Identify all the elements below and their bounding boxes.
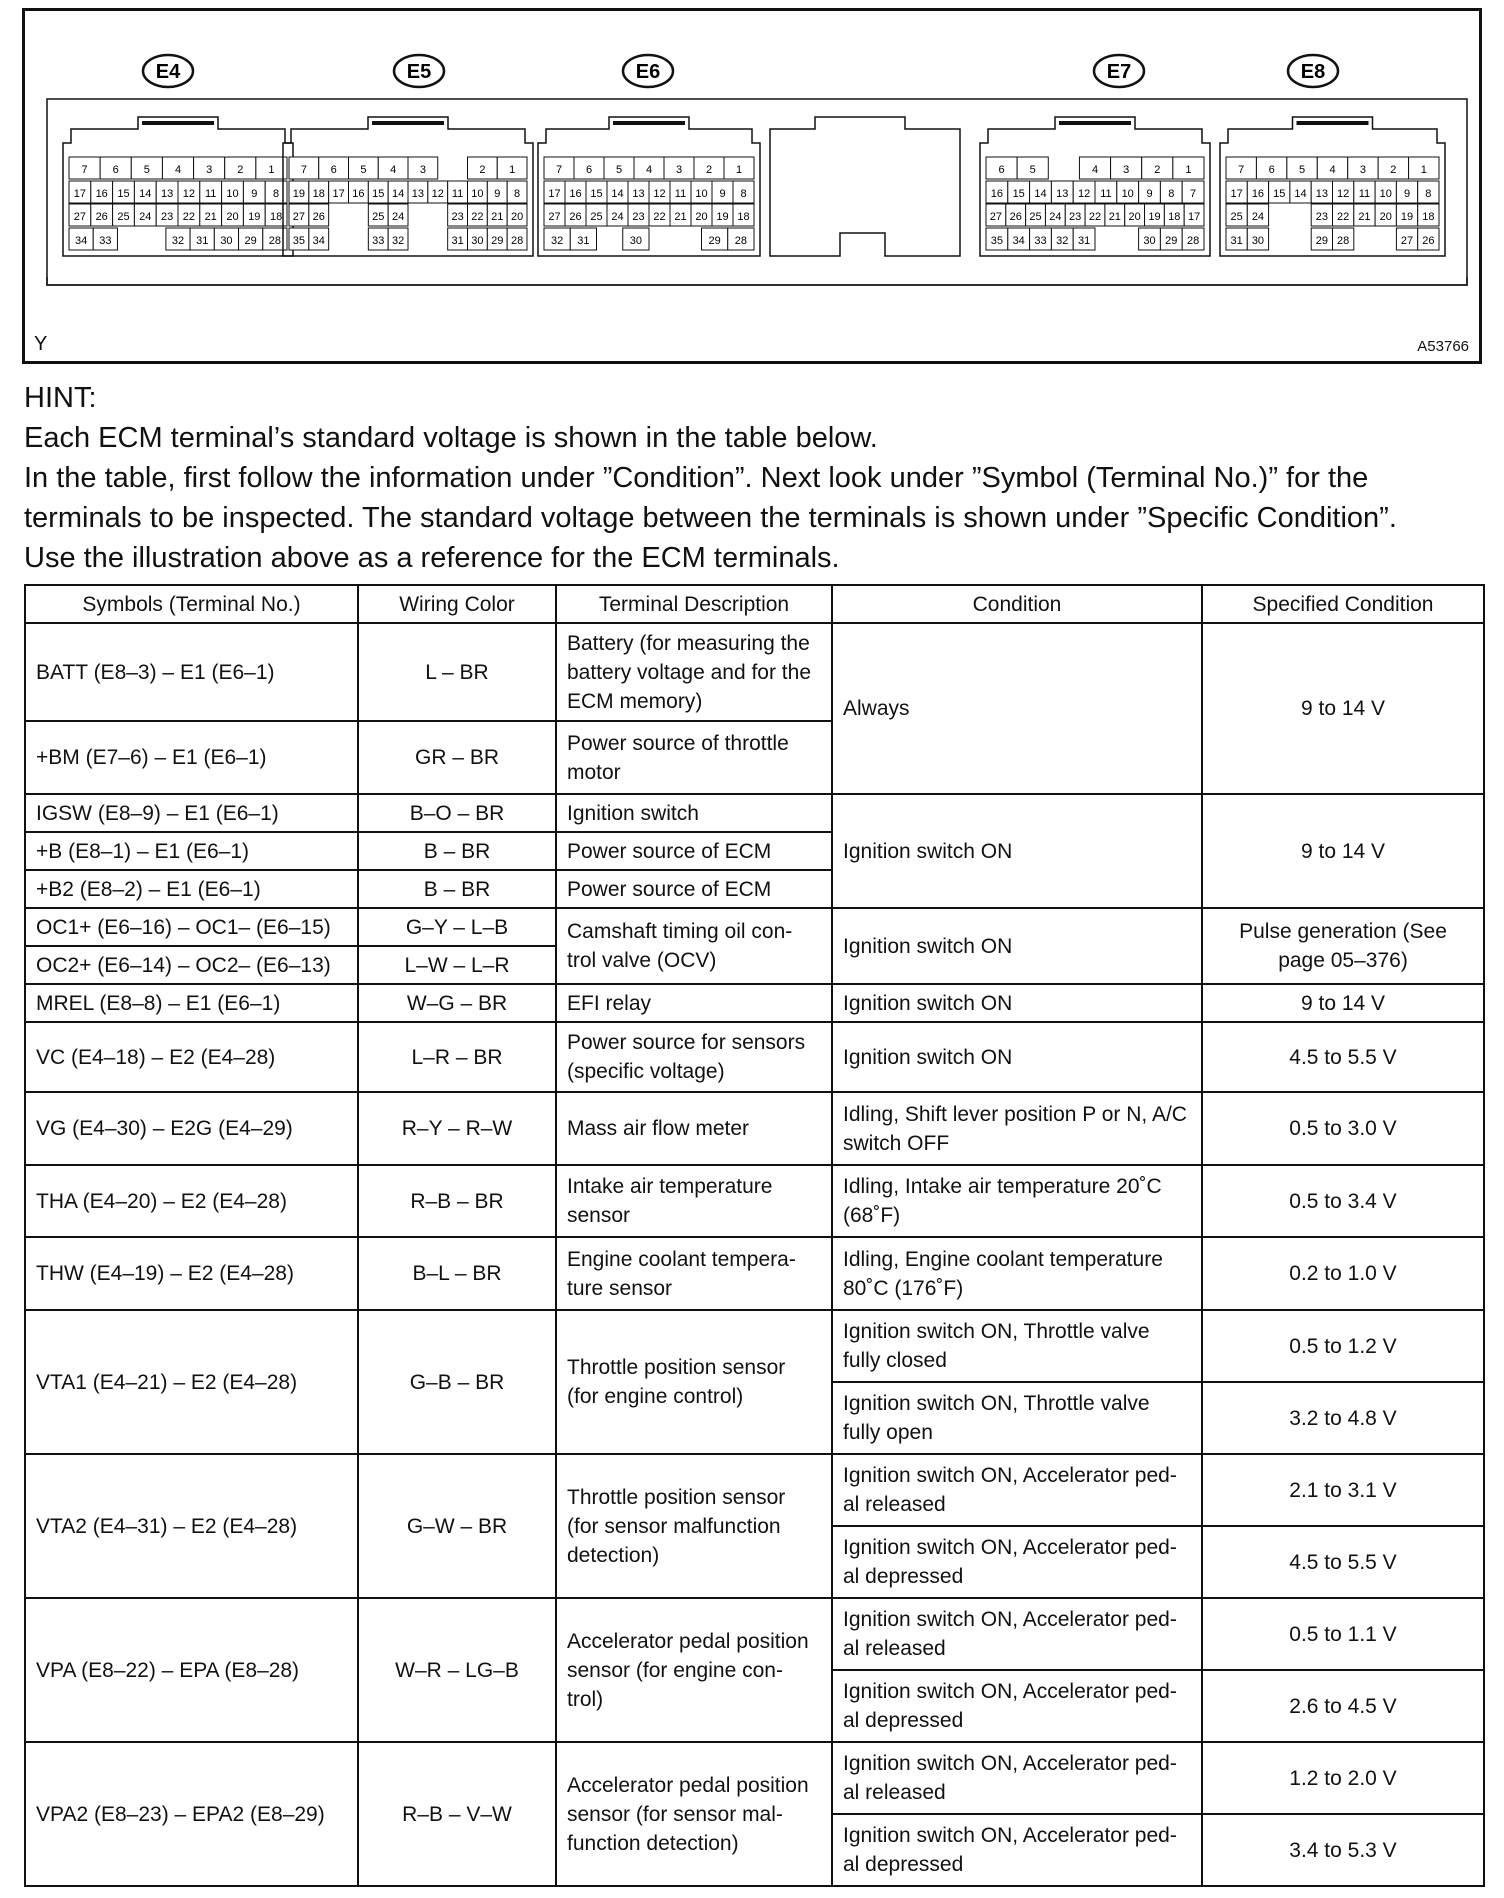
terminal-number: 33 <box>1034 235 1047 247</box>
terminal-number: 32 <box>391 235 405 247</box>
terminal-number: 14 <box>1034 188 1047 200</box>
cell-wiring: B – BR <box>358 870 556 908</box>
terminal-number: 22 <box>182 211 196 223</box>
cell-spec: 2.1 to 3.1 V <box>1202 1454 1484 1526</box>
connector-drawing <box>25 11 1479 361</box>
terminal-number: 12 <box>1077 188 1091 200</box>
cell-description: Camshaft timing oil con- trol valve (OCV) <box>556 908 832 984</box>
terminal-number: 29 <box>244 235 257 247</box>
header-terminal-description: Terminal Description <box>556 585 832 623</box>
table-row <box>25 623 1484 721</box>
hint-line: Each ECM terminal’s standard voltage is shown in the table below. <box>24 422 878 454</box>
terminal-number: 18 <box>1168 211 1181 223</box>
terminal-number: 27 <box>548 211 561 223</box>
cell-spec: 0.2 to 1.0 V <box>1202 1237 1484 1310</box>
terminal-number: 6 <box>1268 164 1275 176</box>
cell-description: Engine coolant tempera- ture sensor <box>556 1237 832 1310</box>
cell-spec: 0.5 to 1.2 V <box>1202 1310 1484 1382</box>
cell-spec: 1.2 to 2.0 V <box>1202 1742 1484 1814</box>
terminal-number: 24 <box>611 211 624 223</box>
terminal-number: 30 <box>1251 235 1265 247</box>
terminal-number: 30 <box>220 235 233 247</box>
terminal-number: 22 <box>1088 211 1102 223</box>
cell-wiring: L – BR <box>358 623 556 721</box>
terminal-number: 33 <box>99 235 112 247</box>
cell-wiring: L–W – L–R <box>358 946 556 984</box>
terminal-number: 21 <box>1358 211 1371 223</box>
cell-description: Power source of throttle motor <box>556 721 832 794</box>
terminal-number: 19 <box>1400 211 1414 223</box>
cell-spec: 9 to 14 V <box>1202 794 1484 908</box>
table-row <box>25 908 1484 946</box>
terminal-number: 1 <box>735 164 743 176</box>
terminal-number: 1 <box>509 164 516 176</box>
terminal-number: 30 <box>629 235 642 247</box>
cell-condition: Idling, Intake air temperature 20˚C (68˚F) <box>832 1165 1202 1237</box>
connector-latch <box>142 121 214 125</box>
terminal-number: 14 <box>391 188 405 200</box>
cell-wiring: G–W – BR <box>358 1454 556 1598</box>
terminal-number: 22 <box>653 211 666 223</box>
terminal-number: 32 <box>171 235 185 247</box>
cell-wiring: W–R – LG–B <box>358 1598 556 1742</box>
terminal-number: 15 <box>117 188 130 200</box>
terminal-number: 10 <box>1379 188 1392 200</box>
terminal-number: 32 <box>1056 235 1069 247</box>
terminal-number: 8 <box>514 188 521 200</box>
terminal-number: 17 <box>73 188 87 200</box>
housing-base-line <box>47 277 1467 285</box>
terminal-number: 18 <box>269 211 283 223</box>
cell-spec: 4.5 to 5.5 V <box>1202 1022 1484 1092</box>
terminal-number: 3 <box>1123 164 1130 176</box>
terminal-number: 9 <box>719 188 726 200</box>
cell-condition: Always <box>832 623 1202 794</box>
hint-section <box>24 378 1484 578</box>
table-row <box>25 1598 1484 1670</box>
cell-symbol: VTA1 (E4–21) – E2 (E4–28) <box>25 1310 358 1454</box>
cell-description: EFI relay <box>556 984 832 1022</box>
terminal-number: 16 <box>569 188 582 200</box>
cell-symbol: MREL (E8–8) – E1 (E6–1) <box>25 984 358 1022</box>
cell-symbol: VPA2 (E8–23) – EPA2 (E8–29) <box>25 1742 358 1886</box>
terminal-number: 6 <box>585 164 593 176</box>
terminal-number: 28 <box>1186 235 1200 247</box>
terminal-number: 27 <box>989 211 1003 223</box>
terminal-number: 8 <box>1425 188 1432 200</box>
cell-spec: 9 to 14 V <box>1202 984 1484 1022</box>
cell-wiring: B–L – BR <box>358 1237 556 1310</box>
terminal-number: 2 <box>237 164 244 176</box>
terminal-number: 35 <box>990 235 1004 247</box>
terminal-number: 20 <box>1379 211 1392 223</box>
cell-description: Power source of ECM <box>556 832 832 870</box>
cell-description: Accelerator pedal position sensor (for sensor mal- function detection) <box>556 1742 832 1886</box>
terminal-number: 2 <box>1154 164 1161 176</box>
cell-wiring: G–B – BR <box>358 1310 556 1454</box>
terminal-number: 7 <box>1238 164 1245 176</box>
terminal-number: 4 <box>645 164 653 176</box>
terminal-number: 21 <box>491 211 504 223</box>
hint-line: In the table, first follow the information under ”Condition”. Next look under ”Symbol (Terminal No.)” for the terminals to be inspected. The standard voltage between the terminals is shown under ”Specific Condition”. <box>24 462 1397 534</box>
terminal-number: 34 <box>74 235 88 247</box>
terminal-number: 28 <box>734 235 747 247</box>
cell-condition: Idling, Shift lever position P or N, A/C switch OFF <box>832 1092 1202 1165</box>
terminal-number: 24 <box>391 211 405 223</box>
terminal-number: 13 <box>1056 188 1069 200</box>
cell-symbol: OC2+ (E6–14) – OC2– (E6–13) <box>25 946 358 984</box>
ecm-connector-diagram <box>22 8 1482 364</box>
table-row <box>25 1165 1484 1237</box>
connector-label: E4 <box>155 61 181 83</box>
terminal-number: 14 <box>139 188 152 200</box>
terminal-number: 23 <box>160 211 174 223</box>
cell-spec: 4.5 to 5.5 V <box>1202 1526 1484 1598</box>
cell-wiring: GR – BR <box>358 721 556 794</box>
terminal-number: 34 <box>1012 235 1025 247</box>
hint-line: Use the illustration above as a reference for the ECM terminals. <box>24 542 840 574</box>
terminal-number: 29 <box>491 235 504 247</box>
cell-wiring: B–O – BR <box>358 794 556 832</box>
cell-spec: 0.5 to 1.1 V <box>1202 1598 1484 1670</box>
terminal-number: 32 <box>551 235 564 247</box>
terminal-number: 9 <box>251 188 258 200</box>
terminal-number: 10 <box>226 188 239 200</box>
terminal-number: 3 <box>675 164 683 176</box>
cell-condition: Ignition switch ON, Accelerator ped- al depressed <box>832 1670 1202 1742</box>
terminal-number: 23 <box>632 211 645 223</box>
cell-spec: 3.4 to 5.3 V <box>1202 1814 1484 1886</box>
cell-condition: Idling, Engine coolant temperature 80˚C (176˚F) <box>832 1237 1202 1310</box>
cell-description: Battery (for measuring the battery voltage and for the ECM memory) <box>556 623 832 721</box>
cell-spec: 0.5 to 3.4 V <box>1202 1165 1484 1237</box>
terminal-number: 8 <box>740 188 747 200</box>
cell-condition: Ignition switch ON <box>832 908 1202 984</box>
terminal-number: 11 <box>1358 188 1371 200</box>
terminal-number: 14 <box>611 188 624 200</box>
terminal-number: 29 <box>1165 235 1178 247</box>
cell-condition: Ignition switch ON <box>832 984 1202 1022</box>
cell-condition: Ignition switch ON, Throttle valve fully open <box>832 1382 1202 1454</box>
terminal-number: 16 <box>990 188 1004 200</box>
terminal-number: 5 <box>143 164 150 176</box>
terminal-number: 26 <box>1422 235 1435 247</box>
figure-corner-label: Y <box>34 333 48 355</box>
cell-description: Power source of ECM <box>556 870 832 908</box>
cell-description: Intake air temperature sensor <box>556 1165 832 1237</box>
table-row <box>25 1742 1484 1814</box>
cell-symbol: VC (E4–18) – E2 (E4–28) <box>25 1022 358 1092</box>
cell-wiring: R–B – V–W <box>358 1742 556 1886</box>
connector-label: E8 <box>1300 61 1326 83</box>
terminal-number: 18 <box>1422 211 1435 223</box>
terminal-number: 13 <box>411 188 425 200</box>
terminal-number: 19 <box>716 211 729 223</box>
table-row <box>25 984 1484 1022</box>
terminal-number: 11 <box>451 188 464 200</box>
terminal-number: 28 <box>1337 235 1350 247</box>
cell-symbol: +BM (E7–6) – E1 (E6–1) <box>25 721 358 794</box>
terminal-number: 11 <box>204 188 217 200</box>
cell-description: Mass air flow meter <box>556 1092 832 1165</box>
cell-spec: 9 to 14 V <box>1202 623 1484 794</box>
cell-symbol: VG (E4–30) – E2G (E4–29) <box>25 1092 358 1165</box>
cell-symbol: VTA2 (E4–31) – E2 (E4–28) <box>25 1454 358 1598</box>
terminal-number: 23 <box>451 211 464 223</box>
cell-wiring: R–Y – R–W <box>358 1092 556 1165</box>
header-symbols: Symbols (Terminal No.) <box>25 585 358 623</box>
cell-description: Power source for sensors (specific voltage) <box>556 1022 832 1092</box>
terminal-number: 21 <box>674 211 687 223</box>
blank-connector-block <box>770 117 960 256</box>
terminal-number: 10 <box>695 188 708 200</box>
terminal-number: 15 <box>372 188 385 200</box>
terminal-number: 18 <box>312 188 325 200</box>
cell-condition: Ignition switch ON, Accelerator ped- al released <box>832 1454 1202 1526</box>
cell-symbol: +B2 (E8–2) – E1 (E6–1) <box>25 870 358 908</box>
terminal-number: 26 <box>312 211 325 223</box>
table-row <box>25 794 1484 832</box>
cell-condition: Ignition switch ON <box>832 794 1202 908</box>
terminal-number: 11 <box>1100 188 1112 200</box>
connector-latch <box>1297 121 1369 125</box>
terminal-number: 31 <box>196 235 209 247</box>
terminal-number: 23 <box>1315 211 1328 223</box>
header-wiring-color: Wiring Color <box>358 585 556 623</box>
cell-condition: Ignition switch ON, Accelerator ped- al depressed <box>832 1526 1202 1598</box>
table-row <box>25 1454 1484 1526</box>
terminal-number: 6 <box>330 164 337 176</box>
terminal-number: 29 <box>1315 235 1328 247</box>
terminal-voltage-table <box>24 584 1485 1887</box>
terminal-number: 18 <box>737 211 750 223</box>
connector-latch <box>372 121 444 125</box>
cell-description: Accelerator pedal position sensor (for engine con- trol) <box>556 1598 832 1742</box>
terminal-number: 19 <box>1148 211 1161 223</box>
terminal-number: 2 <box>705 164 713 176</box>
terminal-number: 15 <box>590 188 603 200</box>
cell-description: Throttle position sensor (for sensor malfunction detection) <box>556 1454 832 1598</box>
cell-condition: Ignition switch ON, Accelerator ped- al released <box>832 1742 1202 1814</box>
terminal-number: 24 <box>139 211 152 223</box>
terminal-number: 4 <box>390 164 397 176</box>
table-row <box>25 1092 1484 1165</box>
terminal-number: 7 <box>300 164 307 176</box>
cell-symbol: VPA (E8–22) – EPA (E8–28) <box>25 1598 358 1742</box>
terminal-number: 12 <box>431 188 444 200</box>
terminal-number: 31 <box>451 235 464 247</box>
terminal-number: 17 <box>1187 211 1201 223</box>
terminal-number: 28 <box>268 235 282 247</box>
terminal-number: 5 <box>615 164 623 176</box>
connector-latch <box>613 121 685 125</box>
terminal-number: 24 <box>1049 211 1062 223</box>
terminal-number: 27 <box>1400 235 1414 247</box>
cell-wiring: R–B – BR <box>358 1165 556 1237</box>
terminal-number: 7 <box>555 164 563 176</box>
terminal-number: 27 <box>292 211 306 223</box>
cell-symbol: +B (E8–1) – E1 (E6–1) <box>25 832 358 870</box>
terminal-number: 5 <box>360 164 367 176</box>
terminal-number: 20 <box>510 211 524 223</box>
connector-label: E5 <box>406 61 432 83</box>
cell-wiring: B – BR <box>358 832 556 870</box>
terminal-number: 25 <box>1230 211 1243 223</box>
terminal-number: 3 <box>1359 164 1366 176</box>
terminal-number: 1 <box>1420 164 1427 176</box>
table-header-row <box>25 585 1484 623</box>
terminal-number: 17 <box>548 188 561 200</box>
terminal-number: 24 <box>1251 211 1265 223</box>
terminal-number: 25 <box>117 211 130 223</box>
cell-condition: Ignition switch ON, Accelerator ped- al released <box>832 1598 1202 1670</box>
hint-title: HINT: <box>24 382 97 414</box>
table-row <box>25 1022 1484 1092</box>
cell-symbol: IGSW (E8–9) – E1 (E6–1) <box>25 794 358 832</box>
terminal-number: 20 <box>226 211 239 223</box>
terminal-number: 9 <box>1403 188 1411 200</box>
terminal-number: 35 <box>292 235 306 247</box>
terminal-number: 12 <box>1337 188 1350 200</box>
terminal-number: 7 <box>1190 188 1197 200</box>
terminal-number: 34 <box>312 235 325 247</box>
terminal-number: 3 <box>419 164 426 176</box>
terminal-number: 16 <box>95 188 108 200</box>
connector-label: E6 <box>635 61 661 83</box>
terminal-number: 29 <box>708 235 721 247</box>
terminal-number: 10 <box>471 188 484 200</box>
terminal-number: 17 <box>1230 188 1243 200</box>
header-condition: Condition <box>832 585 1202 623</box>
terminal-number: 2 <box>479 164 486 176</box>
terminal-number: 14 <box>1294 188 1307 200</box>
terminal-number: 33 <box>372 235 385 247</box>
terminal-number: 26 <box>95 211 108 223</box>
cell-condition: Ignition switch ON <box>832 1022 1202 1092</box>
cell-symbol: THA (E4–20) – E2 (E4–28) <box>25 1165 358 1237</box>
cell-wiring: W–G – BR <box>358 984 556 1022</box>
terminal-number: 30 <box>471 235 484 247</box>
terminal-number: 15 <box>1012 188 1025 200</box>
cell-spec: 2.6 to 4.5 V <box>1202 1670 1484 1742</box>
cell-spec: 0.5 to 3.0 V <box>1202 1092 1484 1165</box>
terminal-number: 10 <box>1121 188 1134 200</box>
terminal-number: 4 <box>1329 164 1336 176</box>
cell-condition: Ignition switch ON, Throttle valve fully closed <box>832 1310 1202 1382</box>
cell-description: Ignition switch <box>556 794 832 832</box>
terminal-number: 9 <box>1146 188 1153 200</box>
terminal-number: 19 <box>292 188 306 200</box>
terminal-number: 20 <box>1128 211 1141 223</box>
terminal-number: 5 <box>1029 164 1036 176</box>
terminal-number: 7 <box>81 164 88 176</box>
terminal-number: 15 <box>1273 188 1286 200</box>
terminal-number: 1 <box>1185 164 1192 176</box>
terminal-number: 27 <box>73 211 87 223</box>
terminal-number: 17 <box>332 188 345 200</box>
terminal-number: 1 <box>268 164 275 176</box>
terminal-number: 4 <box>1091 164 1099 176</box>
terminal-number: 26 <box>1009 211 1022 223</box>
terminal-number: 12 <box>653 188 666 200</box>
terminal-number: 19 <box>248 211 261 223</box>
terminal-number: 22 <box>471 211 484 223</box>
cell-spec: 3.2 to 4.8 V <box>1202 1382 1484 1454</box>
cell-symbol: THW (E4–19) – E2 (E4–28) <box>25 1237 358 1310</box>
header-specified-condition: Specified Condition <box>1202 585 1484 623</box>
terminal-number: 16 <box>352 188 365 200</box>
terminal-number: 11 <box>674 188 687 200</box>
terminal-number: 21 <box>1108 211 1121 223</box>
table-row <box>25 1237 1484 1310</box>
terminal-number: 21 <box>204 211 217 223</box>
terminal-number: 28 <box>510 235 524 247</box>
cell-wiring: L–R – BR <box>358 1022 556 1092</box>
terminal-number: 25 <box>590 211 603 223</box>
terminal-number: 23 <box>1069 211 1082 223</box>
connector-latch <box>1059 121 1131 125</box>
terminal-number: 3 <box>206 164 213 176</box>
terminal-number: 25 <box>372 211 385 223</box>
terminal-number: 30 <box>1143 235 1156 247</box>
terminal-number: 8 <box>273 188 280 200</box>
terminal-number: 25 <box>1029 211 1042 223</box>
terminal-number: 12 <box>182 188 196 200</box>
cell-spec: Pulse generation (See page 05–376) <box>1202 908 1484 984</box>
terminal-number: 8 <box>1168 188 1175 200</box>
terminal-number: 13 <box>632 188 645 200</box>
cell-wiring: G–Y – L–B <box>358 908 556 946</box>
terminal-number: 4 <box>174 164 182 176</box>
cell-symbol: BATT (E8–3) – E1 (E6–1) <box>25 623 358 721</box>
cell-description: Throttle position sensor (for engine control) <box>556 1310 832 1454</box>
connector-label: E7 <box>1106 61 1132 83</box>
terminal-number: 13 <box>1315 188 1328 200</box>
figure-id: A53766 <box>1417 338 1469 355</box>
terminal-number: 31 <box>577 235 590 247</box>
terminal-number: 5 <box>1299 164 1306 176</box>
terminal-number: 22 <box>1337 211 1350 223</box>
terminal-number: 16 <box>1251 188 1265 200</box>
terminal-number: 6 <box>112 164 119 176</box>
terminal-number: 31 <box>1230 235 1243 247</box>
terminal-number: 20 <box>695 211 708 223</box>
terminal-number: 26 <box>569 211 582 223</box>
terminal-number: 2 <box>1390 164 1397 176</box>
terminal-number: 9 <box>494 188 501 200</box>
cell-condition: Ignition switch ON, Accelerator ped- al depressed <box>832 1814 1202 1886</box>
terminal-number: 13 <box>160 188 174 200</box>
cell-symbol: OC1+ (E6–16) – OC1– (E6–15) <box>25 908 358 946</box>
table-row <box>25 1310 1484 1382</box>
terminal-number: 31 <box>1077 235 1091 247</box>
terminal-number: 6 <box>998 164 1005 176</box>
